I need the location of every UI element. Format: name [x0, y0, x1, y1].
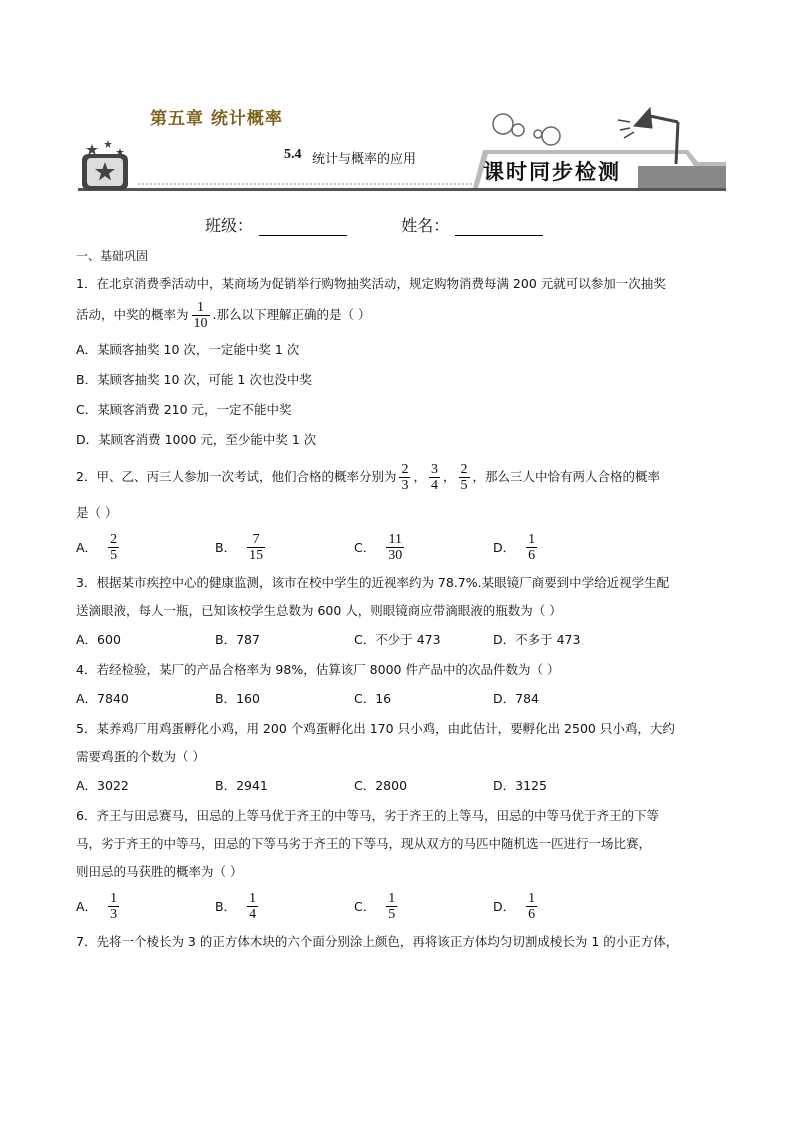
- question-7: [76, 932, 726, 952]
- question-6: [76, 806, 726, 882]
- q4-option-a[interactable]: A．7840: [76, 691, 129, 706]
- q2-line-1: 2．甲、乙、丙三人参加一次考试，他们合格的概率分别为 $\frac{2}{3}$ ， $\frac{3}{4}$ ， $\frac{2}{5}$ ，那么三人中恰有两人合格的概率: [76, 462, 661, 493]
- student-info-line: [205, 213, 543, 236]
- name-blank[interactable]: [455, 219, 543, 236]
- section-heading: 一、基础巩固: [76, 249, 149, 263]
- q2-option-d[interactable]: D． $\frac{1}{6}$: [493, 532, 536, 563]
- q6-line-3: 则田忌的马获胜的概率为（ ）: [76, 864, 243, 879]
- q2-fraction-1: $\frac{2}{3}$: [401, 462, 409, 493]
- q5-option-c[interactable]: C．2800: [354, 778, 408, 793]
- section-title: 统计与概率的应用: [312, 152, 417, 167]
- class-blank[interactable]: [259, 219, 347, 236]
- q3-option-b[interactable]: B．787: [215, 632, 260, 647]
- page-header: [78, 92, 726, 202]
- q6-line-1: 6．齐王与田忌赛马，田忌的上等马优于齐王的中等马，劣于齐王的上等马，田忌的中等马优于齐王的下等: [76, 808, 659, 823]
- q1-line-2-text: 活动，中奖的概率为: [76, 307, 189, 322]
- q2-option-b[interactable]: B． $\frac{7}{15}$: [215, 532, 264, 563]
- q1-option-a[interactable]: A．某顾客抽奖 10 次，一定能中奖 1 次: [76, 342, 300, 357]
- section-number: 5.4: [284, 147, 302, 162]
- q3-line-1: 3．根据某市疾控中心的健康监测，该市在校中学生的近视率约为 78.7%.某眼镜厂商要到中学给近视学生配: [76, 575, 670, 590]
- q4-options: [76, 689, 726, 709]
- q2-fraction-2: $\frac{3}{4}$: [430, 462, 438, 493]
- q5-option-d[interactable]: D．3125: [493, 778, 547, 793]
- q1-option-b[interactable]: B．某顾客抽奖 10 次，可能 1 次也没中奖: [76, 372, 312, 387]
- star-badge-icon: [82, 140, 128, 190]
- q5-options: [76, 776, 726, 796]
- q4-option-c[interactable]: C．16: [354, 691, 392, 706]
- q6-line-2: 马，劣于齐王的中等马，田忌的下等马劣于齐王的下等马，现从双方的马匹中随机选一匹进行一场比赛，: [76, 836, 652, 851]
- q2-fraction-3: $\frac{2}{5}$: [460, 462, 468, 493]
- q6-options: [76, 891, 726, 922]
- q2-text-tail: ，那么三人中恰有两人合格的概率: [472, 469, 661, 484]
- q4-line-1: 4．若经检验，某厂的产品合格率为 98%，估算该厂 8000 件产品中的次品件数为（ ）: [76, 662, 560, 677]
- question-2: [76, 462, 726, 523]
- q1-line-1: 1．在北京消费季活动中，某商场为促销举行购物抽奖活动，规定购物消费每满 200 元就可以参加一次抽奖: [76, 276, 666, 291]
- q2-option-a[interactable]: A． $\frac{2}{5}$: [76, 532, 118, 563]
- name-label: 姓名：: [401, 216, 450, 235]
- q6-option-d[interactable]: D． $\frac{1}{6}$: [493, 891, 536, 922]
- q1-option-d[interactable]: D．某顾客消费 1000 元，至少能中奖 1 次: [76, 432, 317, 447]
- question-3: [76, 573, 726, 621]
- q6-option-a[interactable]: A． $\frac{1}{3}$: [76, 891, 118, 922]
- q3-options: [76, 630, 726, 650]
- banner-title: 课时同步检测: [483, 159, 621, 184]
- q1-line-2-tail: .那么以下理解正确的是（ ）: [212, 307, 371, 322]
- q3-line-2: 送滴眼液，每人一瓶，已知该校学生总数为 600 人，则眼镜商应带滴眼液的瓶数为（ ）: [76, 603, 562, 618]
- class-label: 班级：: [205, 216, 254, 235]
- q5-line-2: 需要鸡蛋的个数为（ ）: [76, 749, 205, 764]
- q5-option-b[interactable]: B．2941: [215, 778, 268, 793]
- q2-option-c[interactable]: C． $\frac{11}{30}$: [354, 532, 403, 563]
- question-1: [76, 274, 726, 331]
- q5-option-a[interactable]: A．3022: [76, 778, 129, 793]
- q7-line-1: 7．先将一个棱长为 3 的正方体木块的六个面分别涂上颜色，再将该正方体均匀切割成棱长为 1 的小正方体，: [76, 934, 679, 949]
- q6-option-c[interactable]: C． $\frac{1}{5}$: [354, 891, 396, 922]
- q6-option-b[interactable]: B． $\frac{1}{4}$: [215, 891, 257, 922]
- q1-option-c[interactable]: C．某顾客消费 210 元，一定不能中奖: [76, 402, 292, 417]
- q5-line-1: 5．某养鸡厂用鸡蛋孵化小鸡，用 200 个鸡蛋孵化出 170 只小鸡，由此估计，要孵化出 2500 只小鸡，大约: [76, 721, 675, 736]
- q2-text: 2．甲、乙、丙三人参加一次考试，他们合格的概率分别为: [76, 469, 397, 484]
- header-rule: [78, 188, 726, 191]
- q4-option-d[interactable]: D．784: [493, 691, 539, 706]
- chapter-title: 第五章 统计概率: [150, 109, 283, 129]
- bubbles-decoration: [493, 114, 560, 145]
- q3-option-c[interactable]: C．不少于 473: [354, 632, 441, 647]
- q2-options: [76, 532, 726, 563]
- q2-line-2: 是（ ）: [76, 505, 118, 520]
- q3-option-d[interactable]: D．不多于 473: [493, 632, 581, 647]
- q3-option-a[interactable]: A．600: [76, 632, 121, 647]
- q4-option-b[interactable]: B．160: [215, 691, 260, 706]
- question-5: [76, 719, 726, 767]
- q1-line-2: [76, 300, 726, 331]
- question-4: [76, 660, 726, 680]
- question-content: [76, 246, 726, 961]
- q1-fraction: $\frac{1}{10}$: [193, 300, 208, 331]
